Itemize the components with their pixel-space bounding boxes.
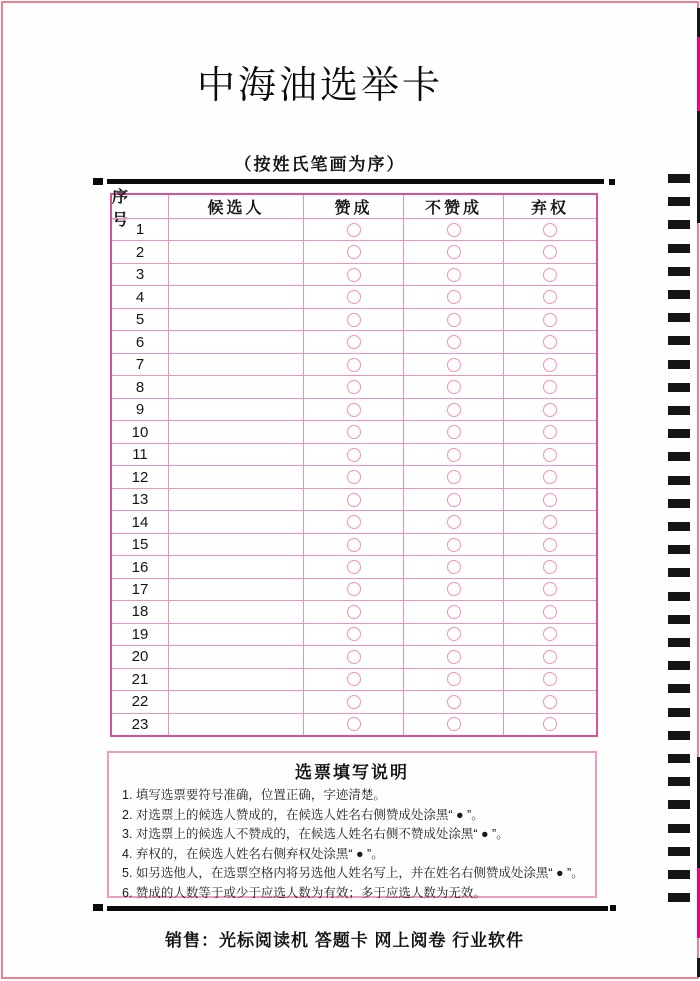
bottom-rule-right-cap	[610, 905, 616, 911]
bubble-disapprove[interactable]	[447, 358, 461, 372]
approve-cell	[304, 309, 404, 330]
table-header-row	[112, 188, 596, 229]
abstain-cell	[504, 444, 596, 465]
disapprove-cell	[404, 286, 504, 307]
row-number-cell	[112, 579, 169, 600]
candidate-name-cell[interactable]	[169, 354, 304, 375]
timing-mark	[668, 568, 690, 577]
top-rule-right-cap	[609, 179, 615, 185]
bubble-disapprove[interactable]	[447, 582, 461, 596]
bubble-abstain[interactable]	[543, 560, 557, 574]
bubble-approve[interactable]	[347, 313, 361, 327]
timing-mark	[668, 383, 690, 392]
abstain-cell	[504, 624, 596, 645]
instruction-item: 5. 如另选他人，在选票空格内将另选他人姓名写上，并在姓名右侧赞成处涂黑“ ● ”。	[122, 866, 584, 880]
table-row	[112, 623, 596, 645]
abstain-cell	[504, 691, 596, 712]
row-number-cell	[112, 669, 169, 690]
bubble-approve[interactable]	[347, 650, 361, 664]
table-row	[112, 465, 596, 487]
disapprove-cell	[404, 241, 504, 262]
bubble-approve[interactable]	[347, 582, 361, 596]
header-disapprove: 不赞成	[404, 195, 504, 218]
candidate-name-cell[interactable]	[169, 624, 304, 645]
abstain-cell	[504, 421, 596, 442]
row-number-cell	[112, 646, 169, 667]
timing-mark	[668, 800, 690, 809]
bottom-rule	[107, 906, 608, 911]
timing-mark	[668, 615, 690, 624]
bubble-disapprove[interactable]	[447, 380, 461, 394]
instruction-item: 4. 弃权的，在候选人姓名右侧弃权处涂黑“ ● ”。	[122, 846, 384, 861]
table-row	[112, 375, 596, 397]
bubble-disapprove[interactable]	[447, 313, 461, 327]
abstain-cell	[504, 399, 596, 420]
disapprove-cell	[404, 309, 504, 330]
bubble-approve[interactable]	[347, 358, 361, 372]
bubble-abstain[interactable]	[543, 223, 557, 237]
timing-mark	[668, 708, 690, 717]
row-number-cell	[112, 354, 169, 375]
bubble-approve[interactable]	[347, 470, 361, 484]
instruction-list	[109, 786, 595, 903]
timing-mark	[668, 174, 690, 183]
bubble-approve[interactable]	[347, 627, 361, 641]
disapprove-cell	[404, 601, 504, 622]
candidate-name-cell[interactable]	[169, 691, 304, 712]
candidate-name-cell[interactable]	[169, 466, 304, 487]
bubble-approve[interactable]	[347, 448, 361, 462]
table-row	[112, 398, 596, 420]
table-row	[112, 353, 596, 375]
candidate-name-cell[interactable]	[169, 241, 304, 262]
instruction-item: 2. 对选票上的候选人赞成的，在候选人姓名右侧赞成处涂黑“ ● ”。	[122, 807, 484, 822]
timing-mark	[668, 592, 690, 601]
bubble-approve[interactable]	[347, 335, 361, 349]
bubble-abstain[interactable]	[543, 403, 557, 417]
footer-sales-text: 销售：光标阅读机 答题卡 网上阅卷 行业软件	[165, 931, 525, 950]
bubble-disapprove[interactable]	[447, 335, 461, 349]
table-row	[112, 330, 596, 352]
disapprove-cell	[404, 624, 504, 645]
bubble-abstain[interactable]	[543, 627, 557, 641]
timing-mark	[668, 777, 690, 786]
disapprove-cell	[404, 444, 504, 465]
disapprove-cell	[404, 331, 504, 352]
instruction-item: 6. 赞成的人数等于或少于应选人数为有效；多于应选人数为无效。	[122, 885, 486, 900]
bubble-approve[interactable]	[347, 425, 361, 439]
abstain-cell	[504, 669, 596, 690]
approve-cell	[304, 534, 404, 555]
table-row	[112, 713, 596, 735]
abstain-cell	[504, 354, 596, 375]
abstain-cell	[504, 309, 596, 330]
candidate-name-cell[interactable]	[169, 714, 304, 735]
bubble-abstain[interactable]	[543, 425, 557, 439]
candidate-name-cell[interactable]	[169, 669, 304, 690]
top-rule-left-cap	[93, 178, 103, 185]
bubble-disapprove[interactable]	[447, 448, 461, 462]
timing-mark	[668, 661, 690, 670]
candidate-name-cell[interactable]	[169, 331, 304, 352]
table-row	[112, 555, 596, 577]
bubble-approve[interactable]	[347, 717, 361, 731]
timing-mark	[668, 754, 690, 763]
disapprove-cell	[404, 669, 504, 690]
candidate-name-cell[interactable]	[169, 376, 304, 397]
bubble-abstain[interactable]	[543, 380, 557, 394]
row-number: 12	[131, 468, 149, 486]
table-row	[112, 285, 596, 307]
disapprove-cell	[404, 264, 504, 285]
timing-mark	[668, 545, 690, 554]
bubble-abstain[interactable]	[543, 717, 557, 731]
abstain-cell	[504, 466, 596, 487]
header-candidate: 候选人	[169, 195, 304, 218]
approve-cell	[304, 444, 404, 465]
candidate-name-cell[interactable]	[169, 309, 304, 330]
row-number: 1	[135, 221, 145, 239]
row-number-cell	[112, 556, 169, 577]
bubble-approve[interactable]	[347, 380, 361, 394]
row-number-cell	[112, 466, 169, 487]
table-row	[112, 690, 596, 712]
bubble-approve[interactable]	[347, 515, 361, 529]
row-number: 18	[131, 603, 149, 621]
row-number: 17	[131, 580, 149, 598]
approve-cell	[304, 579, 404, 600]
bubble-abstain[interactable]	[543, 358, 557, 372]
bubble-disapprove[interactable]	[447, 627, 461, 641]
row-number: 19	[131, 625, 149, 643]
abstain-cell	[504, 646, 596, 667]
bubble-disapprove[interactable]	[447, 560, 461, 574]
timing-mark	[668, 360, 690, 369]
bubble-abstain[interactable]	[543, 268, 557, 282]
row-number: 15	[131, 536, 149, 554]
bubble-approve[interactable]	[347, 223, 361, 237]
abstain-cell	[504, 331, 596, 352]
candidate-name-cell[interactable]	[169, 421, 304, 442]
disapprove-cell	[404, 354, 504, 375]
timing-mark	[668, 244, 690, 253]
timing-mark	[668, 476, 690, 485]
table-row	[112, 533, 596, 555]
bubble-disapprove[interactable]	[447, 538, 461, 552]
bubble-abstain[interactable]	[543, 582, 557, 596]
disapprove-cell	[404, 646, 504, 667]
bubble-abstain[interactable]	[543, 695, 557, 709]
ballot-table	[110, 188, 598, 737]
table-row	[112, 308, 596, 330]
page-title: 中海油选举卡	[196, 65, 443, 107]
bubble-abstain[interactable]	[543, 515, 557, 529]
approve-cell	[304, 556, 404, 577]
bubble-disapprove[interactable]	[447, 290, 461, 304]
timing-mark	[668, 824, 690, 833]
row-number-cell	[112, 241, 169, 262]
table-row	[112, 488, 596, 510]
table-row	[112, 578, 596, 600]
timing-mark	[668, 522, 690, 531]
table-row	[112, 420, 596, 442]
row-number: 16	[131, 558, 149, 576]
table-row	[112, 263, 596, 285]
candidate-name-cell[interactable]	[169, 534, 304, 555]
row-number-cell	[112, 601, 169, 622]
bubble-disapprove[interactable]	[447, 515, 461, 529]
timing-mark	[668, 429, 690, 438]
timing-mark	[668, 197, 690, 206]
approve-cell	[304, 354, 404, 375]
bubble-approve[interactable]	[347, 538, 361, 552]
bubble-abstain[interactable]	[543, 448, 557, 462]
approve-cell	[304, 601, 404, 622]
row-number: 21	[131, 670, 149, 688]
disapprove-cell	[404, 534, 504, 555]
disapprove-cell	[404, 489, 504, 510]
abstain-cell	[504, 376, 596, 397]
approve-cell	[304, 466, 404, 487]
row-number-cell	[112, 399, 169, 420]
candidate-name-cell[interactable]	[169, 444, 304, 465]
abstain-cell	[504, 579, 596, 600]
timing-mark	[668, 893, 690, 902]
bubble-approve[interactable]	[347, 403, 361, 417]
bubble-approve[interactable]	[347, 290, 361, 304]
bubble-abstain[interactable]	[543, 335, 557, 349]
approve-cell	[304, 691, 404, 712]
candidate-name-cell[interactable]	[169, 219, 304, 240]
bubble-disapprove[interactable]	[447, 493, 461, 507]
instruction-item: 3. 对选票上的候选人不赞成的，在候选人姓名右侧不赞成处涂黑“ ● ”。	[122, 827, 509, 841]
row-number-cell	[112, 309, 169, 330]
approve-cell	[304, 511, 404, 532]
row-number-cell	[112, 534, 169, 555]
disapprove-cell	[404, 376, 504, 397]
abstain-cell	[504, 219, 596, 240]
bubble-abstain[interactable]	[543, 538, 557, 552]
bubble-abstain[interactable]	[543, 672, 557, 686]
row-number-cell	[112, 421, 169, 442]
abstain-cell	[504, 556, 596, 577]
candidate-name-cell[interactable]	[169, 601, 304, 622]
top-rule	[107, 179, 604, 184]
timing-mark	[668, 731, 690, 740]
bubble-abstain[interactable]	[543, 313, 557, 327]
row-number-cell	[112, 691, 169, 712]
row-number-cell	[112, 624, 169, 645]
bubble-disapprove[interactable]	[447, 245, 461, 259]
bubble-approve[interactable]	[347, 695, 361, 709]
candidate-name-cell[interactable]	[169, 579, 304, 600]
timing-mark	[668, 313, 690, 322]
approve-cell	[304, 624, 404, 645]
bubble-abstain[interactable]	[543, 650, 557, 664]
table-row	[112, 600, 596, 622]
bubble-disapprove[interactable]	[447, 695, 461, 709]
disapprove-cell	[404, 219, 504, 240]
bubble-approve[interactable]	[347, 605, 361, 619]
bubble-approve[interactable]	[347, 672, 361, 686]
row-number-cell	[112, 444, 169, 465]
disapprove-cell	[404, 579, 504, 600]
approve-cell	[304, 669, 404, 690]
instructions-box	[107, 751, 597, 898]
candidate-name-cell[interactable]	[169, 489, 304, 510]
bubble-disapprove[interactable]	[447, 268, 461, 282]
table-row	[112, 645, 596, 667]
candidate-name-cell[interactable]	[169, 556, 304, 577]
approve-cell	[304, 264, 404, 285]
row-number: 10	[131, 423, 149, 441]
timing-mark	[668, 336, 690, 345]
approve-cell	[304, 489, 404, 510]
row-number: 20	[131, 648, 149, 666]
timing-mark	[668, 847, 690, 856]
row-number: 8	[135, 378, 145, 396]
row-number-cell	[112, 286, 169, 307]
disapprove-cell	[404, 399, 504, 420]
table-row	[112, 218, 596, 240]
candidate-name-cell[interactable]	[169, 646, 304, 667]
row-number: 14	[131, 513, 149, 531]
bubble-approve[interactable]	[347, 560, 361, 574]
bubble-disapprove[interactable]	[447, 470, 461, 484]
timing-mark	[668, 452, 690, 461]
approve-cell	[304, 286, 404, 307]
candidate-name-cell[interactable]	[169, 511, 304, 532]
bubble-abstain[interactable]	[543, 605, 557, 619]
candidate-name-cell[interactable]	[169, 264, 304, 285]
instructions-title: 选票填写说明	[295, 763, 409, 782]
timing-mark	[668, 638, 690, 647]
timing-mark	[668, 870, 690, 879]
bubble-abstain[interactable]	[543, 290, 557, 304]
abstain-cell	[504, 489, 596, 510]
row-number-cell	[112, 489, 169, 510]
bubble-disapprove[interactable]	[447, 425, 461, 439]
abstain-cell	[504, 286, 596, 307]
timing-mark	[668, 499, 690, 508]
bubble-disapprove[interactable]	[447, 403, 461, 417]
timing-mark	[668, 684, 690, 693]
bubble-approve[interactable]	[347, 493, 361, 507]
table-row	[112, 510, 596, 532]
bubble-disapprove[interactable]	[447, 717, 461, 731]
abstain-cell	[504, 601, 596, 622]
abstain-cell	[504, 241, 596, 262]
table-row	[112, 240, 596, 262]
row-number: 4	[135, 288, 145, 306]
bubble-approve[interactable]	[347, 268, 361, 282]
row-number: 22	[131, 693, 149, 711]
row-number: 7	[135, 356, 145, 374]
header-index: 序 号	[112, 195, 169, 218]
table-row	[112, 668, 596, 690]
bubble-disapprove[interactable]	[447, 672, 461, 686]
header-approve: 赞成	[304, 195, 404, 218]
approve-cell	[304, 219, 404, 240]
row-number: 13	[131, 491, 149, 509]
abstain-cell	[504, 264, 596, 285]
row-number: 6	[135, 333, 145, 351]
bubble-disapprove[interactable]	[447, 650, 461, 664]
row-number: 11	[132, 446, 148, 464]
abstain-cell	[504, 511, 596, 532]
approve-cell	[304, 714, 404, 735]
approve-cell	[304, 241, 404, 262]
disapprove-cell	[404, 556, 504, 577]
approve-cell	[304, 399, 404, 420]
candidate-name-cell[interactable]	[169, 286, 304, 307]
bottom-rule-left-cap	[93, 904, 103, 911]
timing-mark	[668, 406, 690, 415]
abstain-cell	[504, 534, 596, 555]
bubble-disapprove[interactable]	[447, 223, 461, 237]
table-row	[112, 443, 596, 465]
disapprove-cell	[404, 691, 504, 712]
disapprove-cell	[404, 466, 504, 487]
bubble-abstain[interactable]	[543, 245, 557, 259]
row-number-cell	[112, 219, 169, 240]
row-number-cell	[112, 714, 169, 735]
approve-cell	[304, 331, 404, 352]
row-number-cell	[112, 331, 169, 352]
bubble-approve[interactable]	[347, 245, 361, 259]
row-number-cell	[112, 511, 169, 532]
approve-cell	[304, 376, 404, 397]
approve-cell	[304, 421, 404, 442]
row-number: 2	[135, 243, 145, 261]
timing-mark	[668, 267, 690, 276]
header-abstain: 弃权	[530, 200, 569, 217]
timing-mark	[668, 290, 690, 299]
row-number-cell	[112, 264, 169, 285]
bubble-abstain[interactable]	[543, 493, 557, 507]
row-number: 3	[135, 266, 145, 284]
bubble-abstain[interactable]	[543, 470, 557, 484]
timing-mark	[668, 220, 690, 229]
disapprove-cell	[404, 421, 504, 442]
abstain-cell	[504, 714, 596, 735]
row-number: 9	[135, 401, 145, 419]
approve-cell	[304, 646, 404, 667]
row-number: 23	[131, 715, 149, 733]
disapprove-cell	[404, 511, 504, 532]
page-subtitle: （按姓氏笔画为序）	[234, 155, 406, 174]
instruction-item: 1. 填写选票要符号准确，位置正确，字迹清楚。	[122, 788, 386, 802]
disapprove-cell	[404, 714, 504, 735]
candidate-name-cell[interactable]	[169, 399, 304, 420]
bubble-disapprove[interactable]	[447, 605, 461, 619]
row-number-cell	[112, 376, 169, 397]
row-number: 5	[135, 311, 145, 329]
